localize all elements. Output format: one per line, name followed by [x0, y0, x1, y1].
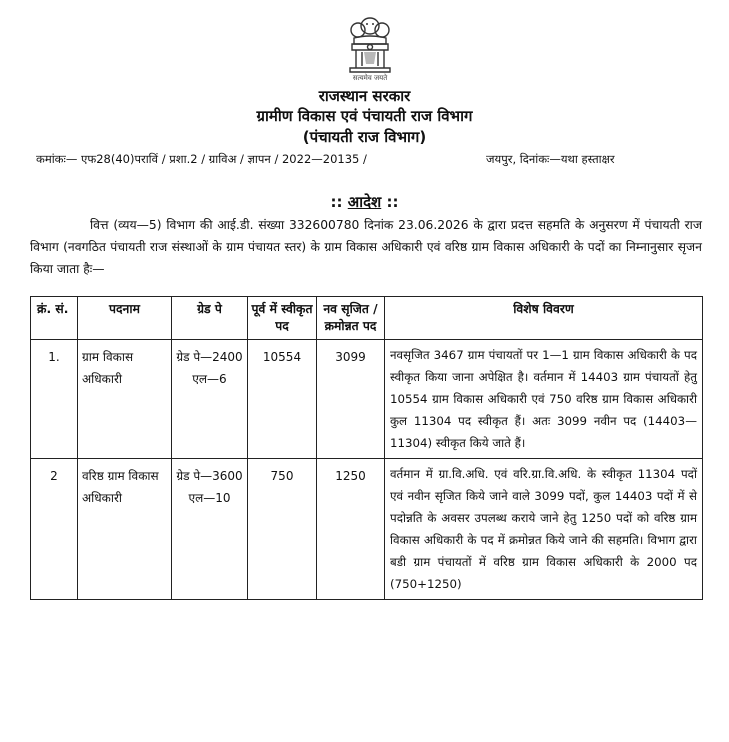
col-header-details: विशेष विवरण [385, 297, 703, 340]
sub-department-name: (पंचायती राज विभाग) [302, 128, 427, 146]
cell-existing: 750 [248, 459, 317, 600]
govt-name: राजस्थान सरकार [318, 87, 411, 105]
cell-grade: ग्रेड पे—3600 एल—10 [172, 459, 248, 600]
emblem-motto: सत्यमेव जयते [352, 74, 388, 82]
table-header-row [31, 297, 703, 340]
order-paragraph-text: वित्त (व्यय—5) विभाग की आई.डी. संख्या 332600780 दिनांक 23.06.2026 के द्वारा प्रदत्त सहमति के अनुसरण में पंचायती राज विभाग (नवगठित पंचायती राज संस्थाओं के ग्राम पंचायत स्तर) के ग्राम विकास अधिकारी एवं वरिष्ठ ग्राम विकास अधिकारी के पदों का निम्नानुसार सृजन किया जाता हैः— [30, 218, 702, 276]
col-header-existing: पूर्व में स्वीकृत पद [248, 297, 317, 340]
place-date: जयपुर, दिनांकः—यथा हस्ताक्षर [486, 152, 615, 166]
order-title-prefix: :: [330, 193, 343, 211]
order-title-suffix: :: [386, 193, 399, 211]
cell-post: ग्राम विकास अधिकारी [78, 340, 172, 459]
department-name: ग्रामीण विकास एवं पंचायती राज विभाग [256, 107, 473, 125]
table-row [31, 459, 703, 600]
state-emblem-icon [340, 8, 400, 82]
order-title-text: आदेश [347, 193, 382, 211]
col-header-new: नव सृजित / क्रमोन्नत पद [317, 297, 385, 340]
cell-details: वर्तमान में ग्रा.वि.अधि. एवं वरि.ग्रा.वि.अधि. के स्वीकृत 11304 पदों एवं नवीन सृजित किये जाने वाले 3099 पदों, कुल 14403 पदों में से पदोन्नति के अवसर उपलब्ध कराये जाने हेतु 1250 पदों को वरिष्ठ ग्राम विकास अधिकारी के पद में क्रमोन्नत किये जाने की सहमति। विभाग द्वारा बडी ग्राम पंचायतों में वरिष्ठ ग्राम विकास अधिकारी के 2000 पद (750+1250) [385, 459, 703, 600]
cell-grade: ग्रेड पे—2400 एल—6 [172, 340, 248, 459]
cell-new: 3099 [317, 340, 385, 459]
cell-sno: 1. [31, 340, 78, 459]
table-row [31, 340, 703, 459]
posts-table [30, 296, 703, 600]
col-header-sno: क्रं. सं. [31, 297, 78, 340]
col-header-post: पदनाम [78, 297, 172, 340]
reference-number: कमांकः— एफ28(40)पराविं / प्रशा.2 / ग्राविअ / ज्ञापन / 2022—20135 / [36, 152, 367, 166]
cell-existing: 10554 [248, 340, 317, 459]
cell-details: नवसृजित 3467 ग्राम पंचायतों पर 1—1 ग्राम विकास अधिकारी के पद स्वीकृत किया जाना अपेक्षित है। वर्तमान में 14403 ग्राम पंचायतों हेतु 10554 ग्राम विकास अधिकारी एवं 750 वरिष्ठ ग्राम विकास अधिकारी कुल 11304 पद स्वीकृत हैं। अतः 3099 नवीन पद (14403—11304) स्वीकृत किये जाते हैं। [385, 340, 703, 459]
col-header-grade: ग्रेड पे [172, 297, 248, 340]
order-title [0, 192, 729, 212]
cell-new: 1250 [317, 459, 385, 600]
order-paragraph [30, 214, 702, 280]
cell-post: वरिष्ठ ग्राम विकास अधिकारी [78, 459, 172, 600]
cell-sno: 2 [31, 459, 78, 600]
